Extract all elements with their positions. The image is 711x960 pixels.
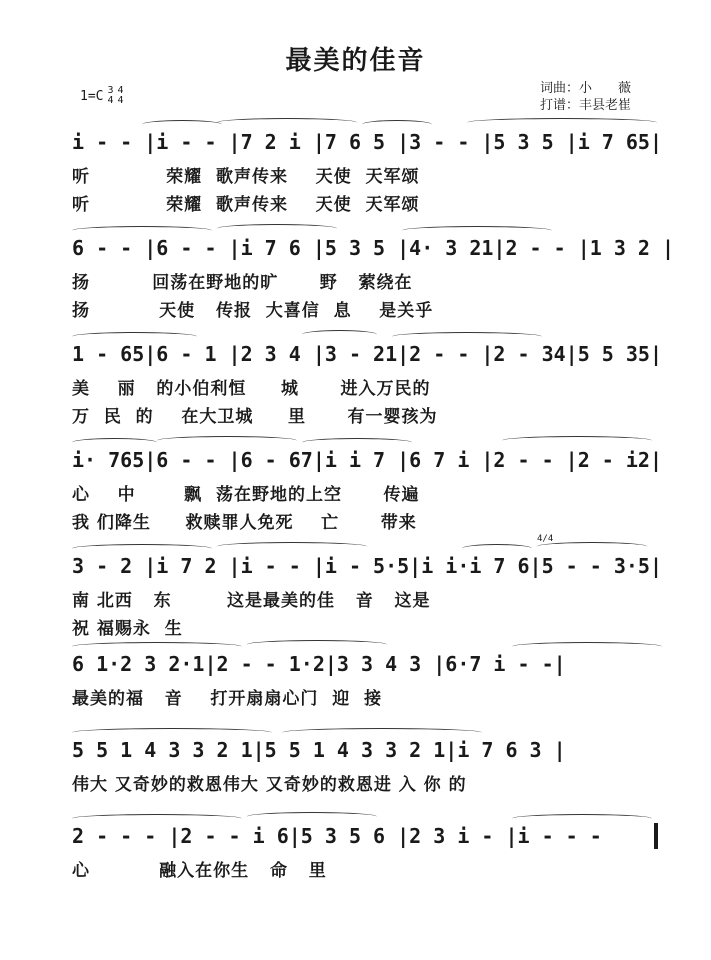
jianpu-notes: 6 - - |6 - - |i 7 6 |5 3 5 |4· 3 21|2 - - |1 3 2 | [72, 236, 675, 260]
key-label: 1=C [80, 88, 104, 104]
lyric-verse-2: 祝 福赐永 生 [72, 619, 183, 639]
lyric-verse-2: 扬 天使 传报 大喜信 息 是关乎 [72, 301, 434, 321]
lyric-verse-1: 最美的福 音 打开扇扇心门 迎 接 [72, 689, 383, 709]
song-title: 最美的佳音 [285, 46, 426, 76]
lyric-verse-2: 我 们降生 救赎罪人免死 亡 带来 [72, 513, 417, 533]
lyric-verse-1: 心 中 飘 荡在野地的上空 传遍 [72, 485, 420, 505]
lyric-verse-2: 万 民 的 在大卫城 里 有一婴孩为 [72, 407, 438, 427]
time-signature-4-4: 4 4 [117, 85, 124, 106]
jianpu-notes: 2 - - - |2 - - i 6|5 3 5 6 |2 3 i - |i - - - [72, 824, 614, 848]
lyric-verse-1: 美 丽 的小伯利恒 城 进入万民的 [72, 379, 431, 399]
final-barline [654, 823, 658, 849]
lyric-verse-1: 伟大 又奇妙的救恩伟大 又奇妙的救恩进 入 你 的 [72, 775, 467, 795]
jianpu-notes: 1 - 65|6 - 1 |2 3 4 |3 - 21|2 - - |2 - 34|5 5 35| [72, 342, 663, 366]
lyric-verse-1: 心 融入在你生 命 里 [72, 861, 327, 881]
lyricist-composer: 词曲：小 薇 [540, 81, 632, 96]
lyric-verse-1: 听 荣耀 歌声传来 天使 天军颂 [72, 167, 420, 187]
transcriber: 打谱：丰县老崔 [540, 98, 632, 113]
jianpu-notes: 6 1·2 3 2·1|2 - - 1·2|3 3 4 3 |6·7 i - -| [72, 652, 566, 676]
jianpu-notes: i· 765|6 - - |6 - 67|i i 7 |6 7 i |2 - - |2 - i2| [72, 448, 663, 472]
lyric-verse-2: 听 荣耀 歌声传来 天使 天军颂 [72, 195, 420, 215]
time-signature-3-4: 3 4 [107, 85, 114, 106]
jianpu-notes: 3 - 2 |i 7 2 |i - - |i - 5·5|i i·i 7 6|5 - - 3·5| [72, 554, 663, 578]
credits [540, 80, 631, 114]
meter-change: 4/4 [537, 534, 554, 544]
key-signature [80, 86, 124, 106]
jianpu-notes: i - - |i - - |7 2 i |7 6 5 |3 - - |5 3 5 |i 7 65| [72, 130, 663, 154]
lyric-verse-1: 南 北西 东 这是最美的佳 音 这是 [72, 591, 431, 611]
jianpu-notes: 5 5 1 4 3 3 2 1|5 5 1 4 3 3 2 1|i 7 6 3 | [72, 738, 566, 762]
lyric-verse-1: 扬 回荡在野地的旷 野 萦绕在 [72, 273, 413, 293]
